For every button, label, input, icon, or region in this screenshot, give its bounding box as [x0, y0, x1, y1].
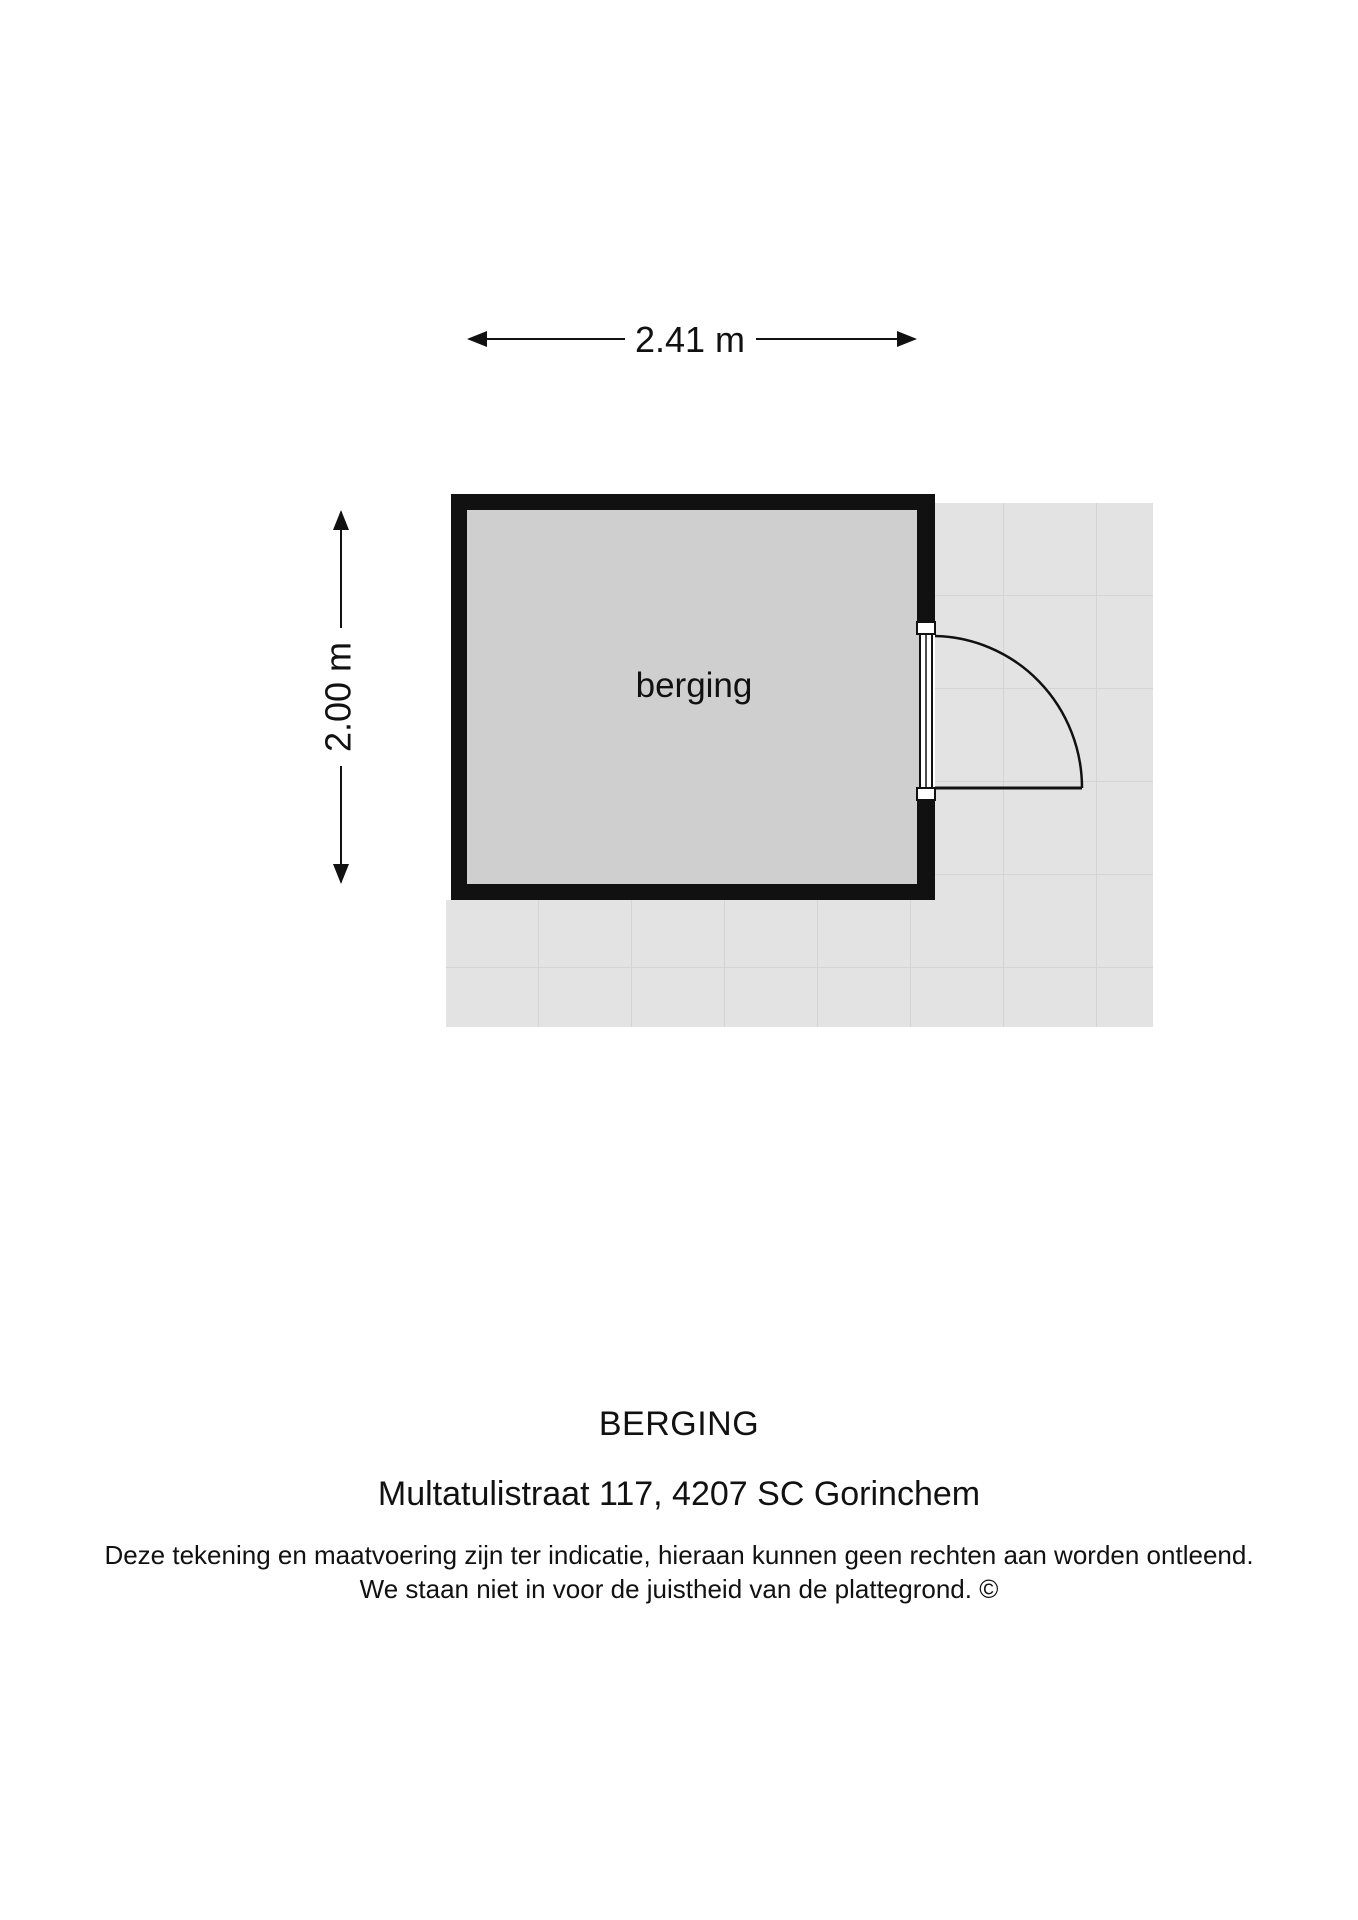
plan-title: BERGING [598, 1405, 760, 1443]
room-label: berging [635, 666, 753, 705]
disclaimer-line-2: We staan niet in voor de juistheid van de plattegrond. © [359, 1574, 999, 1604]
plan-address: Multatulistraat 117, 4207 SC Gorinchem [377, 1475, 981, 1513]
depth-dimension-label: 2.00 m [317, 641, 359, 753]
door-jamb-bottom [917, 788, 935, 800]
disclaimer-line-1: Deze tekening en maatvoering zijn ter indicatie, hieraan kunnen geen rechten aan worden ontleend. [104, 1540, 1254, 1570]
door-jamb-top [917, 622, 935, 634]
width-dimension [469, 319, 915, 360]
wall-right-upper [917, 494, 935, 622]
wall-top [451, 494, 935, 510]
wall-bottom [451, 884, 935, 900]
wall-right-lower [917, 800, 935, 900]
depth-dimension [318, 512, 359, 882]
width-dimension-label: 2.41 m [634, 319, 746, 360]
wall-left [451, 494, 467, 900]
